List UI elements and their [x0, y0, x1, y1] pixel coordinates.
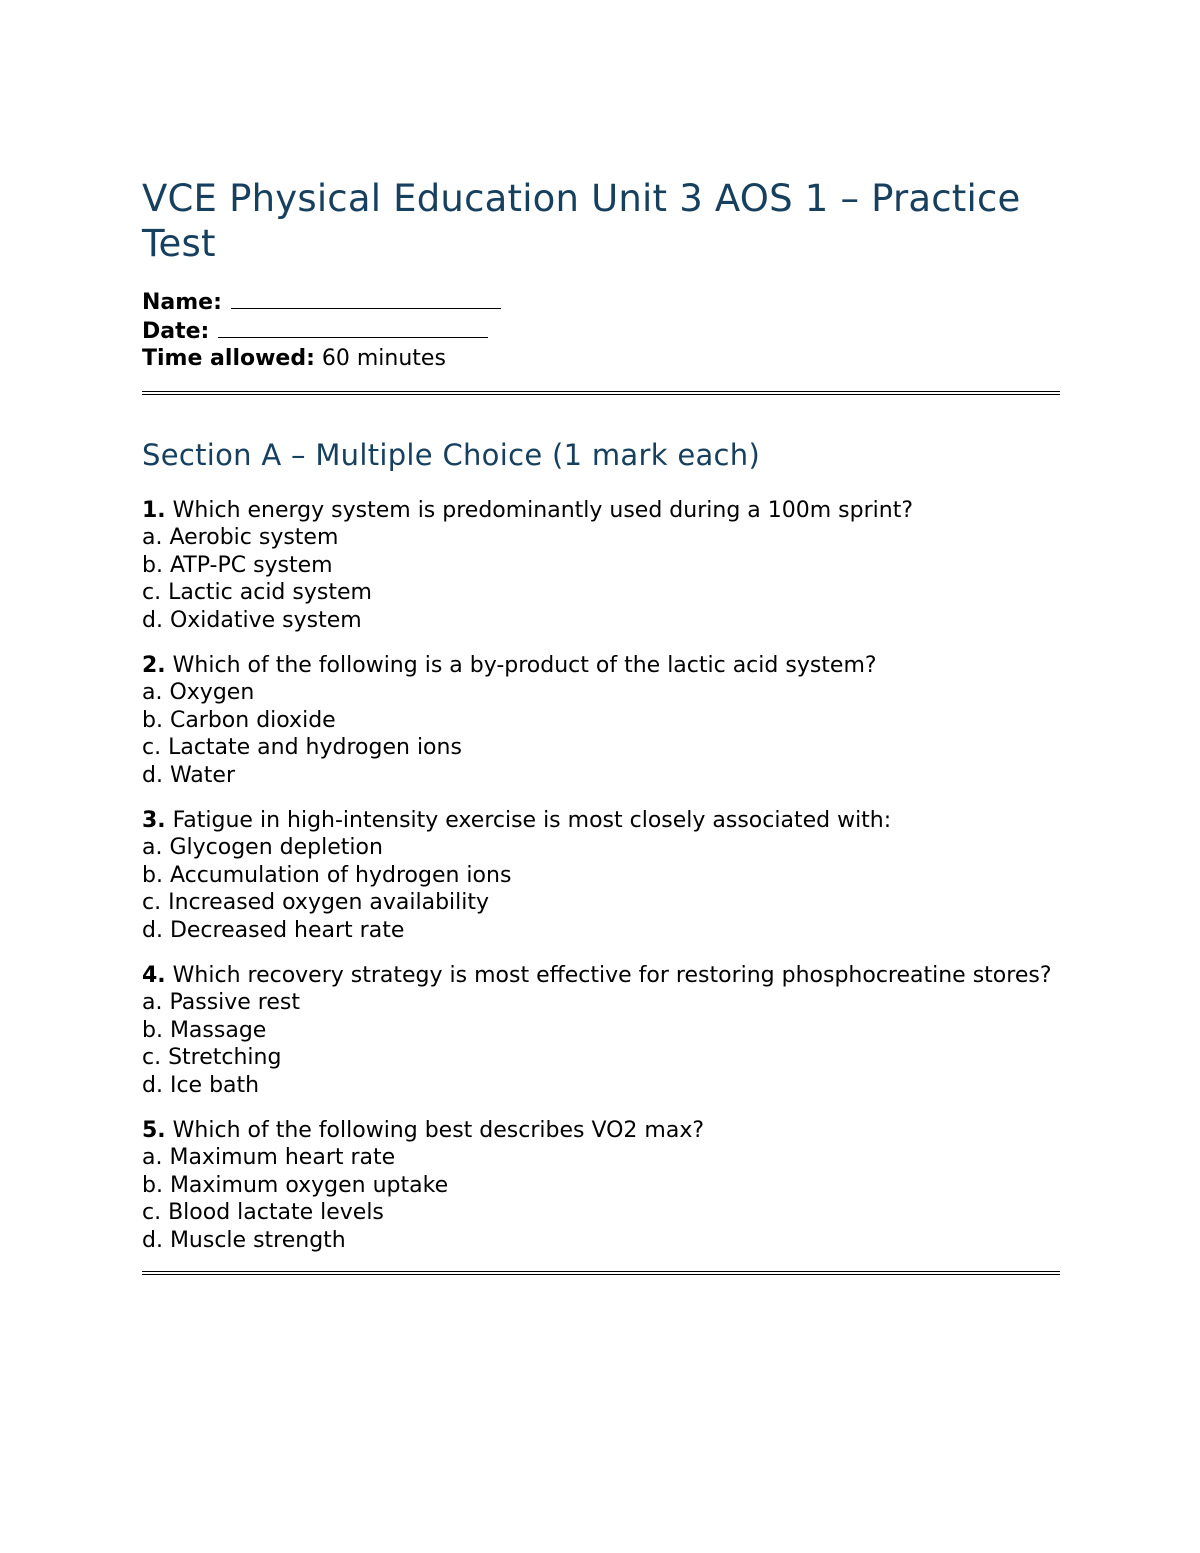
- time-allowed-value: 60 minutes: [321, 346, 446, 371]
- question-5: [142, 1117, 1060, 1255]
- answer-option[interactable]: d. Oxidative system: [142, 607, 362, 633]
- answer-option[interactable]: c. Blood lactate levels: [142, 1200, 384, 1226]
- section-a-heading: Section A – Multiple Choice (1 mark each): [142, 437, 761, 472]
- answer-option[interactable]: c. Lactate and hydrogen ions: [142, 735, 462, 761]
- question-1: [142, 497, 1060, 635]
- answer-option[interactable]: c. Lactic acid system: [142, 580, 372, 606]
- question-stem: [142, 962, 1060, 990]
- answer-option[interactable]: d. Muscle strength: [142, 1227, 346, 1253]
- question-2: [142, 652, 1060, 790]
- question-number: 1.: [142, 497, 166, 523]
- question-text: Fatigue in high-intensity exercise is most closely associated with:: [172, 807, 892, 833]
- question-stem: [142, 807, 1060, 835]
- question-stem: [142, 497, 1060, 525]
- answer-option[interactable]: b. Massage: [142, 1017, 267, 1043]
- question-number: 3.: [142, 807, 166, 833]
- answer-option[interactable]: d. Ice bath: [142, 1072, 260, 1098]
- answer-option[interactable]: c. Increased oxygen availability: [142, 890, 490, 916]
- name-row: [142, 288, 1060, 317]
- answer-option[interactable]: a. Aerobic system: [142, 525, 339, 551]
- time-allowed-row: [142, 345, 1060, 373]
- answer-option[interactable]: b. Carbon dioxide: [142, 707, 336, 733]
- answer-option[interactable]: a. Passive rest: [142, 990, 300, 1016]
- divider-top: [142, 391, 1060, 395]
- question-3: [142, 807, 1060, 945]
- question-4: [142, 962, 1060, 1100]
- answer-option[interactable]: b. Accumulation of hydrogen ions: [142, 862, 512, 888]
- student-info: [142, 288, 1060, 373]
- answer-option[interactable]: a. Glycogen depletion: [142, 835, 383, 861]
- date-blank-line[interactable]: [218, 317, 488, 338]
- questions-list: [142, 497, 1060, 1255]
- document-page: [142, 176, 1060, 1275]
- name-blank-line[interactable]: [231, 288, 501, 309]
- question-text: Which energy system is predominantly used during a 100m sprint?: [172, 497, 913, 523]
- question-number: 2.: [142, 652, 166, 678]
- answer-option[interactable]: c. Stretching: [142, 1045, 282, 1071]
- question-stem: [142, 1117, 1060, 1145]
- date-row: [142, 317, 1060, 346]
- question-number: 4.: [142, 962, 166, 988]
- date-label: Date:: [142, 318, 210, 344]
- answer-option[interactable]: d. Water: [142, 762, 235, 788]
- question-text: Which of the following best describes VO2 max?: [172, 1117, 705, 1143]
- question-text: Which recovery strategy is most effective for restoring phosphocreatine stores?: [172, 962, 1052, 988]
- answer-option[interactable]: a. Maximum heart rate: [142, 1145, 396, 1171]
- answer-option[interactable]: b. ATP-PC system: [142, 552, 333, 578]
- answer-option[interactable]: a. Oxygen: [142, 680, 255, 706]
- name-label: Name:: [142, 290, 222, 315]
- question-text: Which of the following is a by-product of the lactic acid system?: [172, 652, 877, 678]
- document-title: VCE Physical Education Unit 3 AOS 1 – Practice Test: [142, 177, 1021, 265]
- question-stem: [142, 652, 1060, 680]
- divider-bottom: [142, 1271, 1060, 1275]
- answer-option[interactable]: b. Maximum oxygen uptake: [142, 1172, 449, 1198]
- time-allowed-label: Time allowed:: [142, 346, 315, 371]
- question-number: 5.: [142, 1117, 166, 1143]
- answer-option[interactable]: d. Decreased heart rate: [142, 917, 405, 943]
